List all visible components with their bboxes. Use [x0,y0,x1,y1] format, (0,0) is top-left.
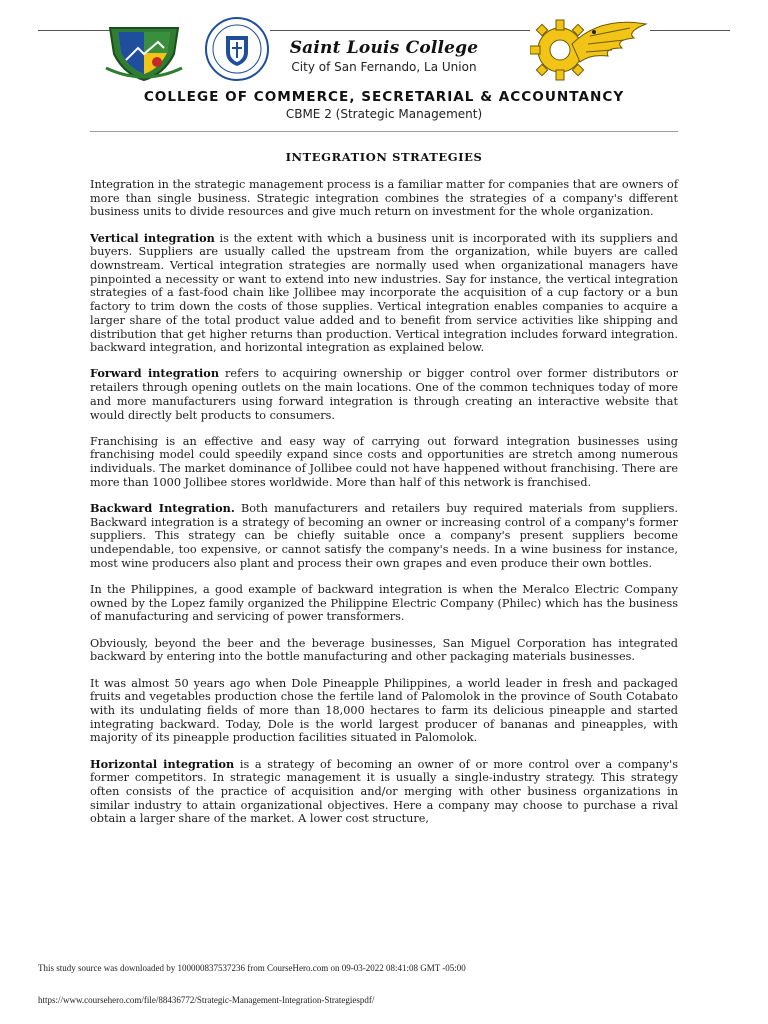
paragraph-meralco: In the Philippines, a good example of backward integration is when the Meralco Electric Company owned by the Lopez family organized the Philippine Electric Company (Philec) which has the business of manufacturing and servicing of power transformers. [90,583,678,624]
paragraph-san-miguel: Obviously, beyond the beer and the beverage businesses, San Miguel Corporation has integrated backward by entering into the bottle manufacturing and other packaging materials businesses. [90,636,678,664]
header-line-right [270,30,530,31]
paragraph-vertical [90,232,678,355]
paragraph-backward-text: Both manufacturers and retailers buy required materials from suppliers. Backward integration is a strategy of becoming an owner or increasing control of a company's former suppliers. This strategy can be chiefly suitable once a company's present suppliers become undependable, too expensive, or cannot satisfy the company's needs. In a wine business for instance, most wine producers also plant and process their own grapes and even produce their own bottles. [90,502,679,570]
document-title: INTEGRATION STRATEGIES [285,150,483,164]
paragraph-forward [90,367,678,422]
college-name: Saint Louis College [289,38,479,58]
college-seal-icon [104,20,184,82]
college-city: City of San Fernando, La Union [291,60,477,74]
term-vertical-integration: Vertical integration [90,230,215,245]
course-subtitle: CBME 2 (Strategic Management) [285,107,483,121]
paragraph-vertical-text: is the extent with which a business unit is incorporated with its suppliers and buyers. Suppliers are usually called the upstream from the organization, while buyers are called downstream. Vertical integration strategies are normally used when organizational managers have pinpointed a necessity or want to extend into new industries. Say for instance, the vertical integration strategies of a fast-food chain like Jollibee may incorporate the acquisition of a cup factory or a bun factory to trim down the costs of those supplies. Vertical integration enables companies to acquire a larger share of the total product value added and to benefit from service activities like shipping and distribution that get higher returns than production. Vertical integration includes forward integration. backward integration, and horizontal integration as explained below. [90,231,679,355]
term-horizontal-integration: Horizontal integration [90,756,235,771]
header-divider [90,131,678,132]
source-url[interactable]: https://www.coursehero.com/file/88436772/Strategic-Management-Integration-Strategiespdf/ [38,995,375,1005]
paragraph-horizontal [90,758,678,827]
department-title: COLLEGE OF COMMERCE, SECRETARIAL & ACCOUNTANCY [143,89,625,105]
gear-eagle-icon [530,10,650,86]
paragraph-horizontal-text: is a strategy of becoming an owner of or more control over a company's former competitors. In strategic management it is usually a single-industry strategy. This strategy often consists of the practice of acquisition and/or merging with other business organizations in similar industry to attain organizational objectives. Here a company may choose to purchase a rival obtain a larger share of the market. A lower cost structure, [90,757,679,826]
term-forward-integration: Forward integration [90,366,219,381]
term-backward-integration: Backward Integration. [90,501,235,516]
paragraph-intro: Integration in the strategic management process is a familiar matter for companies that are owners of more than single business. Strategic integration combines the strategies of a company's different business units to divide resources and give much return on investment for the whole organization. [90,178,678,219]
paragraph-dole: It was almost 50 years ago when Dole Pineapple Philippines, a world leader in fresh and packaged fruits and vegetables production chose the fertile land of Palomolok in the province of South Cotabato with its undulating fields of more than 18,000 hectares to farm its delicious pineapple and started integrating backward. Today, Dole is the world largest producer of bananas and pineapples, with majority of its pineapple production facilities situated in Palomolok. [90,676,678,745]
document-body [90,178,678,839]
header-line-far-right [650,30,730,31]
paragraph-forward-text: refers to acquiring ownership or bigger control over former distributors or retailers through opening outlets on the main locations. One of the common techniques today of more and more manufacturers using forward integration is through creating an interactive website that would directly belt products to consumers. [90,367,679,422]
paragraph-backward [90,502,678,571]
source-note: This study source was downloaded by 100000837537236 from CourseHero.com on 09-03-2022 08:41:08 GMT -05:00 [38,963,466,973]
paragraph-franchising: Franchising is an effective and easy way of carrying out forward integration businesses using franchising model could speedily expand since costs and opportunities are stretch among numerous individuals. The market dominance of Jollibee could not have happened without franchising. There are more than 1000 Jollibee stores worldwide. More than half of this network is franchised. [90,434,678,489]
